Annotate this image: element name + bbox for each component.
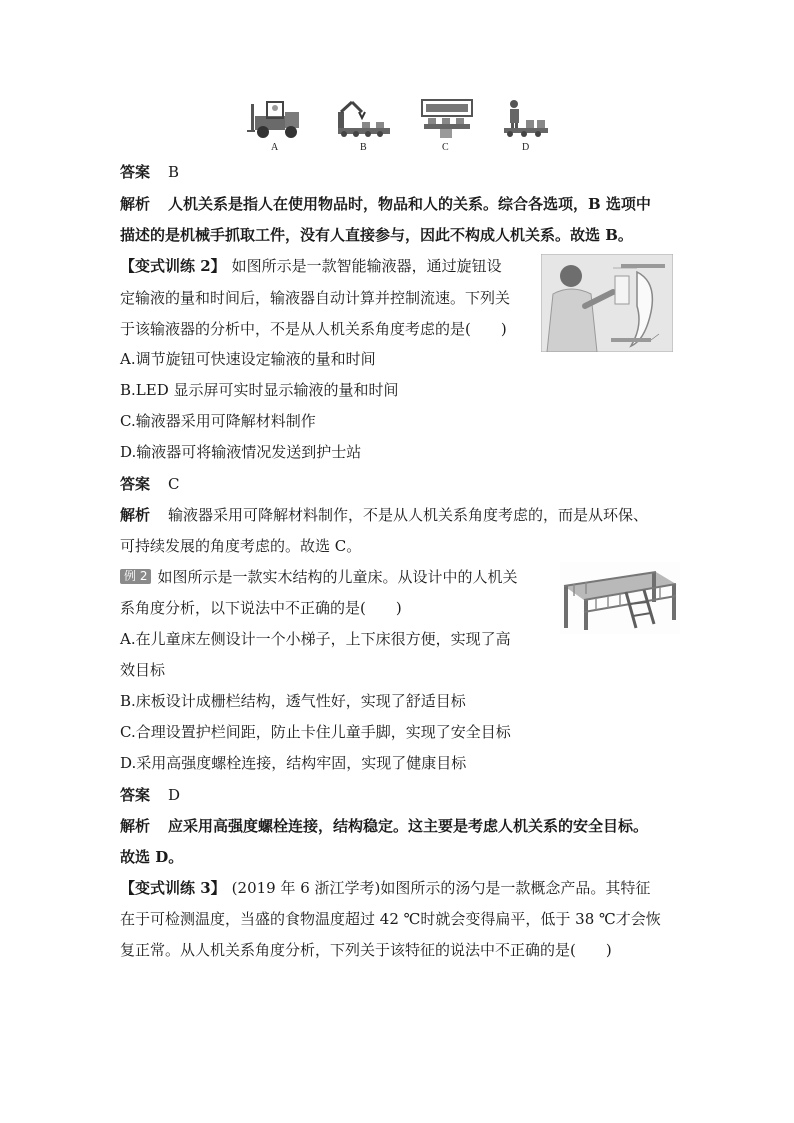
answer-line (120, 162, 179, 182)
variant3-line1 (120, 878, 650, 898)
analysis-text: 人机关系是指人在使用物品时，物品和人的关系。综合各选项，B 选项中 (168, 195, 651, 213)
analysis-line (120, 194, 651, 214)
figure-label-d: D (522, 142, 530, 153)
variant2-answer-line (120, 474, 180, 494)
answer-label: 答案 (120, 163, 151, 181)
figure-label-b: B (360, 142, 367, 153)
variant2-line2: 定输液的量和时间后，输液器自动计算并控制流速。下列关 (120, 289, 511, 307)
example2-answer-label: 答案 (120, 786, 151, 804)
example2-answer-line (120, 785, 180, 805)
variant3-line3: 复正常。从人机关系角度分析，下列关于该特征的说法中不正确的是( ) (120, 941, 612, 959)
variant2-text: 如图所示是一款智能输液器，通过旋钮设 (231, 257, 502, 275)
variant3-text: (2019 年 6 浙江学考)如图所示的汤勺是一款概念产品。其特征 (231, 879, 651, 897)
childrens-bed-photo (560, 562, 680, 634)
figure-label-c: C (442, 142, 449, 153)
variant2-line3: 于该输液器的分析中，不是从人机关系角度考虑的是( ) (120, 320, 507, 338)
example2-line2: 系角度分析，以下说法中不正确的是( ) (120, 599, 402, 617)
variant2-option-c: C.输液器采用可降解材料制作 (120, 412, 316, 430)
variant2-option-a: A.调节旋钮可快速设定输液的量和时间 (120, 350, 376, 368)
variant3-line2: 在于可检测温度，当盛的食物温度超过 42 ℃时就会变得扁平，低于 38 ℃才会恢 (120, 910, 661, 928)
example2-text: 如图所示是一款实木结构的儿童床。从设计中的人机关 (157, 568, 518, 586)
variant2-analysis-label: 解析 (120, 506, 151, 524)
example2-option-d: D.采用高强度螺栓连接，结构牢固，实现了健康目标 (120, 754, 467, 772)
analysis-text-cont: 描述的是机械手抓取工件，没有人直接参与，因此不构成人机关系。故选 B。 (120, 226, 633, 244)
variant2-answer-value: C (168, 475, 180, 493)
example2-badge: 例 2 (120, 569, 151, 584)
figure-label-a: A (271, 142, 279, 153)
example2-analysis-label: 解析 (120, 817, 151, 835)
analysis-label: 解析 (120, 195, 151, 213)
figure-option-b (332, 98, 394, 140)
example2-analysis-text: 应采用高强度螺栓连接，结构稳定。这主要是考虑人机关系的安全目标。 (168, 817, 649, 835)
variant2-analysis-cont: 可持续发展的角度考虑的。故选 C。 (120, 537, 362, 555)
example2-option-a-cont: 效目标 (120, 661, 166, 679)
variant2-answer-label: 答案 (120, 475, 151, 493)
variant2-analysis-line (120, 505, 648, 525)
variant2-line1 (120, 256, 502, 276)
example2-answer-value: D (168, 786, 181, 804)
variant2-analysis-text: 输液器采用可降解材料制作，不是从人机关系角度考虑的，而是从环保、 (168, 506, 649, 524)
example2-option-b: B.床板设计成栅栏结构，透气性好，实现了舒适目标 (120, 692, 466, 710)
example2-analysis-cont: 故选 D。 (120, 848, 184, 866)
example2-option-c: C.合理设置护栏间距，防止卡住儿童手脚，实现了安全目标 (120, 723, 511, 741)
figure-option-a (247, 98, 307, 140)
example2-analysis-line (120, 816, 648, 836)
variant3-title: 【变式训练 3】 (120, 879, 226, 897)
variant2-option-b: B.LED 显示屏可实时显示输液的量和时间 (120, 381, 399, 399)
variant2-title: 【变式训练 2】 (120, 257, 226, 275)
infusion-device-photo (541, 254, 673, 352)
figure-option-d (502, 98, 552, 140)
example2-option-a: A.在儿童床左侧设计一个小梯子，上下床很方便，实现了高 (120, 630, 511, 648)
figure-option-c (418, 98, 476, 140)
example2-line1 (120, 567, 517, 587)
answer-value: B (168, 163, 180, 181)
variant2-option-d: D.输液器可将输液情况发送到护士站 (120, 443, 362, 461)
